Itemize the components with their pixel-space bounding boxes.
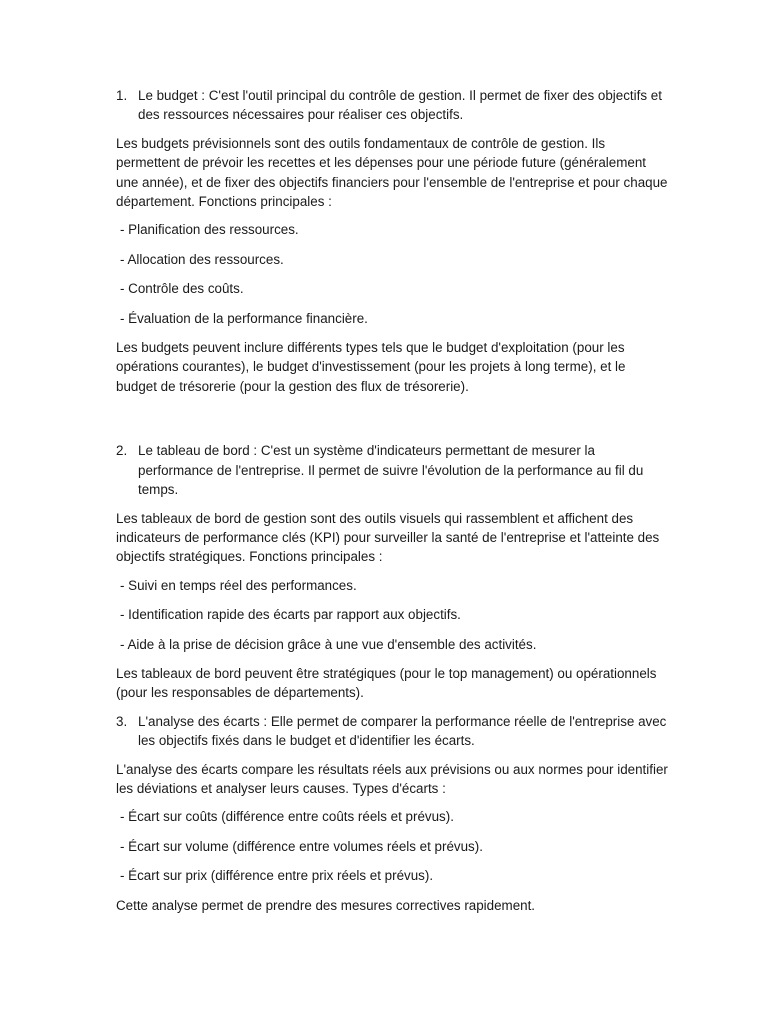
section-2-outro: Les tableaux de bord peuvent être stratégiques (pour le top management) ou opérationnels (pour les responsables de départements). [116,665,657,701]
section-1-bullet: - Évaluation de la performance financière. [120,310,368,326]
section-2-intro: Les tableaux de bord de gestion sont des outils visuels qui rassemblent et affichent des indicateurs de performance clés (KPI) pour surveiller la santé de l'entreprise et l'atteinte des objectifs stratégiques. Fonctions principales : [116,510,660,565]
section-2-heading [116,441,668,499]
section-heading-text: L'analyse des écarts : Elle permet de comparer la performance réelle de l'entreprise avec les objectifs fixés dans le budget et d'identifier les écarts. [138,713,667,749]
section-3-outro: Cette analyse permet de prendre des mesures correctives rapidement. [116,897,536,913]
section-heading-text: Le budget : C'est l'outil principal du contrôle de gestion. Il permet de fixer des objectifs et des ressources nécessaires pour réaliser ces objectifs. [138,88,662,123]
section-2-bullet: - Identification rapide des écarts par rapport aux objectifs. [120,607,461,623]
section-1-bullet: - Allocation des ressources. [120,251,284,267]
section-2-bullet: - Suivi en temps réel des performances. [120,577,357,593]
section-1-intro: Les budgets prévisionnels sont des outils fondamentaux de contrôle de gestion. Ils permettent de prévoir les recettes et les dépenses pour une période future (généralement une année), et de fixer des objectifs financiers pour l'ensemble de l'entreprise et pour chaque département. Fonctions principales : [116,135,668,210]
section-1-outro: Les budgets peuvent inclure différents types tels que le budget d'exploitation (pour les opérations courantes), le budget d'investissement (pour les projets à long terme), et le budget de trésorerie (pour la gestion des flux de trésorerie). [116,340,626,394]
section-number: 2. [116,443,128,459]
section-number: 3. [116,713,128,729]
section-3-intro: L'analyse des écarts compare les résultats réels aux prévisions ou aux normes pour identifier les déviations et analyser leurs causes. Types d'écarts : [116,761,668,796]
section-2-bullet: - Aide à la prise de décision grâce à une vue d'ensemble des activités. [120,636,537,652]
section-1-bullet: - Contrôle des coûts. [120,281,244,297]
document-page [116,86,668,924]
section-3-heading [116,712,668,751]
section-1-bullet: - Planification des ressources. [120,222,299,238]
section-3-bullet: - Écart sur coûts (différence entre coûts réels et prévus). [120,809,454,825]
section-heading-text: Le tableau de bord : C'est un système d'indicateurs permettant de mesurer la performance de l'entreprise. Il permet de suivre l'évolution de la performance au fil du temps. [138,443,644,498]
section-3-bullet: - Écart sur volume (différence entre volumes réels et prévus). [120,838,483,854]
section-spacer [116,405,668,441]
section-3-bullet: - Écart sur prix (différence entre prix réels et prévus). [120,868,434,884]
section-1-heading [116,86,668,125]
section-number: 1. [116,88,128,103]
